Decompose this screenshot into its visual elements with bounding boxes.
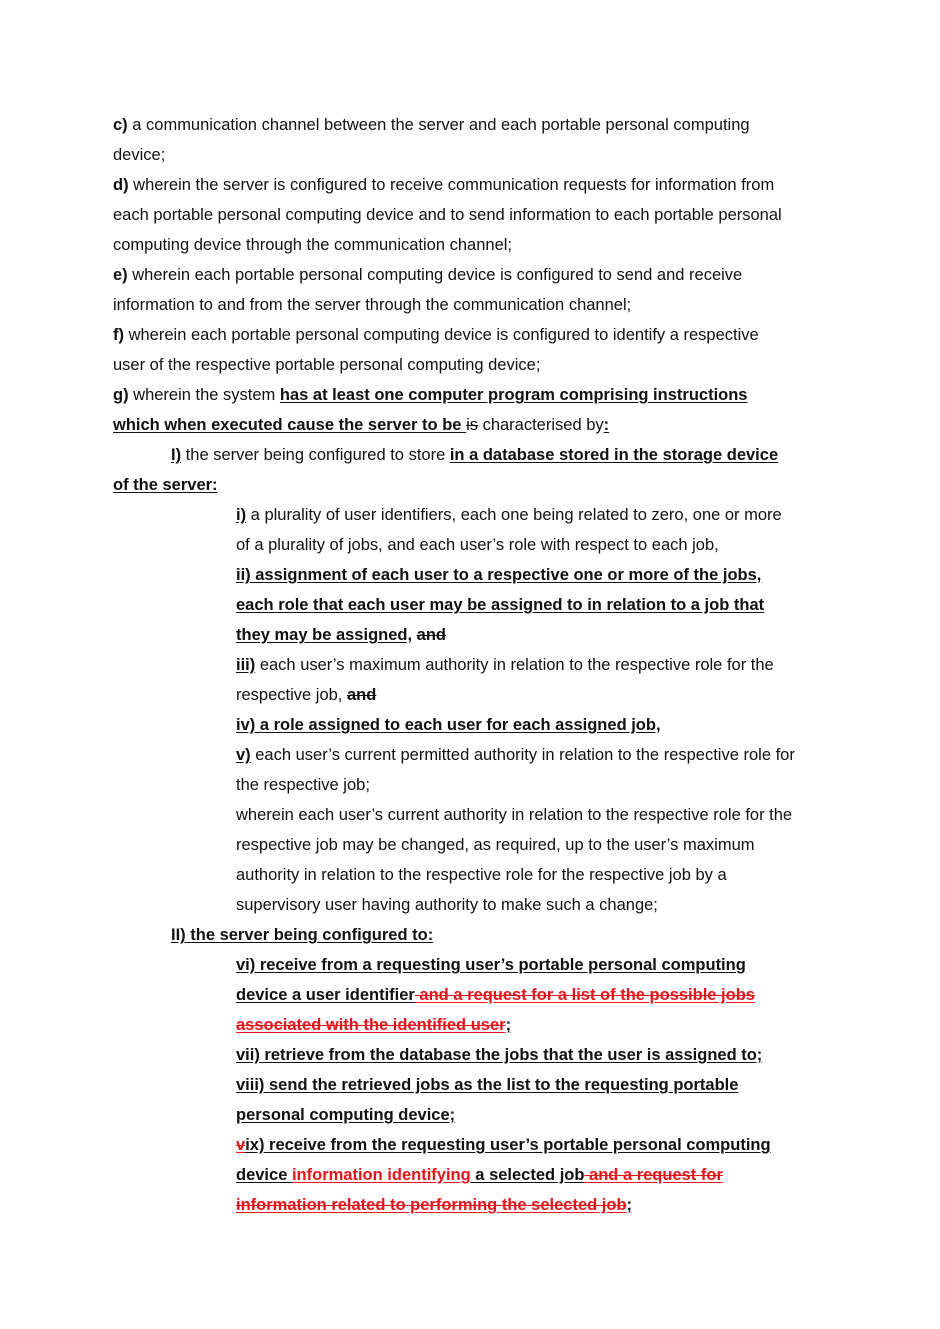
- item-v-text-1: each user’s current permitted authority in relation to the respective role for: [250, 746, 795, 764]
- clause-g-colon: :: [603, 416, 610, 434]
- item-vi-text-1: vi) receive from a requesting user’s portable personal computing: [236, 956, 746, 974]
- clause-c-text-2: device;: [113, 146, 166, 164]
- item-vi-end: ;: [505, 1016, 512, 1034]
- clause-I-inserted-2: of the server:: [113, 476, 218, 494]
- clause-g-line-2: [113, 415, 609, 435]
- item-ix-deleted-v: v: [236, 1136, 246, 1154]
- item-ii-deleted: and: [416, 626, 447, 644]
- clause-g-line-1: [113, 385, 747, 405]
- clause-I-text-1: the server being configured to store: [181, 446, 450, 464]
- item-iii-line-1: [236, 655, 774, 675]
- item-ix-deleted-3: information related to performing the selected job: [236, 1196, 627, 1214]
- item-viii-text-1: viii) send the retrieved jobs as the list to the requesting portable: [236, 1076, 739, 1094]
- item-i-line-2: [236, 535, 719, 555]
- item-ix-inserted-b: a selected job: [470, 1166, 585, 1184]
- wherein-line-2: [236, 835, 755, 855]
- item-iv-text-1: iv) a role assigned to each user for each assigned job,: [236, 716, 661, 734]
- item-viii-line-1: [236, 1075, 738, 1095]
- clause-d-line-2: [113, 205, 782, 225]
- item-iii-text-2: respective job,: [236, 686, 347, 704]
- item-ii-text-2: each role that each user may be assigned to in relation to a job that: [236, 596, 765, 614]
- clause-g-deleted: is: [466, 416, 478, 434]
- item-ix-text-1: ix) receive from the requesting user’s portable personal computing: [245, 1136, 771, 1154]
- item-iii-text-1: each user’s maximum authority in relation to the respective role for the: [255, 656, 774, 674]
- item-v-line-1: [236, 745, 795, 765]
- clause-f-line-1: [113, 325, 759, 345]
- clause-d-label: d): [113, 176, 129, 194]
- item-vii-line-1: [236, 1045, 762, 1065]
- clause-f-line-2: [113, 355, 540, 375]
- clause-I-line-1: [171, 445, 778, 465]
- clause-g-text-1: wherein the system: [128, 386, 280, 404]
- wherein-line-4: [236, 895, 658, 915]
- item-vi-deleted-2: and a request for a list of the possible jobs: [414, 986, 755, 1004]
- item-v-line-2: [236, 775, 370, 795]
- item-v-text-2: the respective job;: [236, 776, 370, 794]
- item-ix-line-1: [236, 1135, 771, 1155]
- clause-c-label: c): [113, 116, 128, 134]
- item-ii-line-1: [236, 565, 761, 585]
- clause-I-inserted-1: in a database stored in the storage device: [449, 446, 779, 464]
- item-i-line-1: [236, 505, 782, 525]
- clause-e-text-2: information to and from the server through the communication channel;: [113, 296, 632, 314]
- wherein-text-1: wherein each user’s current authority in relation to the respective role for the: [236, 806, 793, 824]
- clause-e-label: e): [113, 266, 128, 284]
- item-ii-text-1: ii) assignment of each user to a respective one or more of the jobs,: [236, 566, 762, 584]
- item-viii-line-2: [236, 1105, 455, 1125]
- clause-f-label: f): [113, 326, 124, 344]
- item-ix-end: ;: [626, 1196, 633, 1214]
- clause-g-inserted-2: which when executed cause the server to be: [113, 416, 462, 434]
- clause-c-line-1: [113, 115, 750, 135]
- item-ix-line-2: [236, 1165, 723, 1185]
- clause-I-line-2: [113, 475, 218, 495]
- wherein-line-3: [236, 865, 727, 885]
- item-iii-label: iii): [236, 656, 256, 674]
- item-vi-line-1: [236, 955, 746, 975]
- item-ix-line-3: [236, 1195, 632, 1215]
- item-i-text-2: of a plurality of jobs, and each user’s role with respect to each job,: [236, 536, 719, 554]
- clause-e-text-1: wherein each portable personal computing device is configured to send and receive: [127, 266, 743, 284]
- item-vi-line-2: [236, 985, 755, 1005]
- clause-e-line-2: [113, 295, 631, 315]
- clause-d-text-3: computing device through the communication channel;: [113, 236, 512, 254]
- item-ix-inserted-red: information identifying: [291, 1166, 471, 1184]
- clause-d-text-2: each portable personal computing device and to send information to each portable personal: [113, 206, 782, 224]
- item-vii-text-1: vii) retrieve from the database the jobs that the user is assigned to;: [236, 1046, 763, 1064]
- item-ix-inserted-a: device: [236, 1166, 292, 1184]
- clause-e-line-1: [113, 265, 742, 285]
- item-ii-line-3: [236, 625, 446, 645]
- item-i-label: i): [236, 506, 247, 524]
- item-iii-deleted: and: [346, 686, 377, 704]
- wherein-text-3: authority in relation to the respective role for the respective job by a: [236, 866, 727, 884]
- clause-I-label: I): [171, 446, 182, 464]
- clause-c-line-2: [113, 145, 165, 165]
- clause-g-inserted-1: has at least one computer program comprising instructions: [279, 386, 748, 404]
- clause-d-text-1: wherein the server is configured to receive communication requests for information from: [128, 176, 775, 194]
- item-vi-line-3: [236, 1015, 511, 1035]
- clause-f-text-1: wherein each portable personal computing device is configured to identify a respective: [124, 326, 759, 344]
- clause-g-text-2: characterised by: [477, 416, 604, 434]
- item-ix-deleted-2: and a request for: [584, 1166, 723, 1184]
- item-ii-inserted-3: they may be assigned,: [236, 626, 413, 644]
- clause-d-line-1: [113, 175, 774, 195]
- item-vi-inserted-2: device a user identifier: [236, 986, 415, 1004]
- item-viii-text-2: personal computing device;: [236, 1106, 456, 1124]
- item-v-label: v): [236, 746, 251, 764]
- wherein-line-1: [236, 805, 792, 825]
- clause-d-line-3: [113, 235, 512, 255]
- clause-II-text-1: II) the server being configured to:: [171, 926, 434, 944]
- clause-g-label: g): [113, 386, 129, 404]
- wherein-text-2: respective job may be changed, as required, up to the user’s maximum: [236, 836, 755, 854]
- item-vi-deleted-3: associated with the identified user: [236, 1016, 506, 1034]
- clause-II-line-1: [171, 925, 433, 945]
- item-ii-line-2: [236, 595, 764, 615]
- item-iv-line-1: [236, 715, 661, 735]
- item-iii-line-2: [236, 685, 376, 705]
- item-i-text-1: a plurality of user identifiers, each one being related to zero, one or more: [246, 506, 782, 524]
- wherein-text-4: supervisory user having authority to make such a change;: [236, 896, 658, 914]
- clause-c-text-1: a communication channel between the server and each portable personal computing: [127, 116, 750, 134]
- clause-f-text-2: user of the respective portable personal computing device;: [113, 356, 541, 374]
